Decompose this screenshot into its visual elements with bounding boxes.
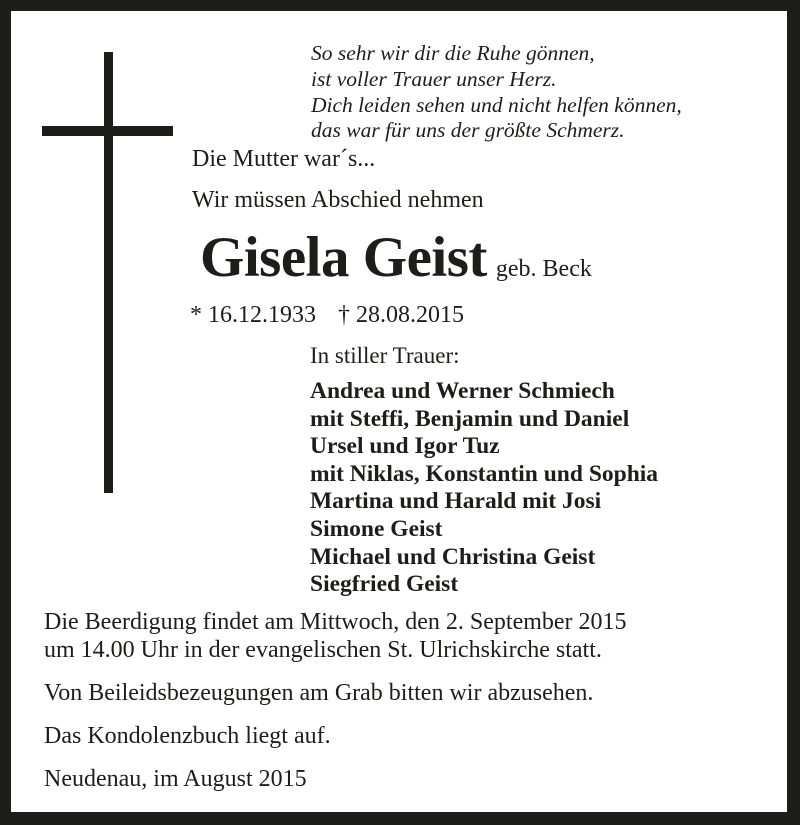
- deceased-name-row: [200, 226, 592, 289]
- mourner-line: mit Niklas, Konstantin und Sophia: [310, 460, 659, 487]
- mourning-frame-bottom: [0, 812, 800, 825]
- condolence-book-note: Das Kondolenzbuch liegt auf.: [44, 723, 331, 749]
- poem-line-1: So sehr wir dir die Ruhe gönnen,: [311, 41, 595, 65]
- intro-line-mother: Die Mutter war´s...: [192, 146, 376, 172]
- poem-line-3: Dich leiden sehen und nicht helfen können,: [311, 92, 682, 117]
- place-and-date: Neudenau, im August 2015: [44, 766, 307, 792]
- died-date: 28.08.2015: [356, 302, 464, 328]
- funeral-line-2: um 14.00 Uhr in der evangelischen St. Ulrichskirche statt.: [44, 637, 602, 663]
- born-symbol: *: [190, 302, 202, 328]
- life-dates: [190, 303, 464, 327]
- mourner-line: mit Steffi, Benjamin und Daniel: [310, 405, 630, 432]
- mourning-frame-left: [0, 0, 11, 825]
- mourner-line: Martina und Harald mit Josi: [310, 488, 602, 515]
- poem-line-2: ist voller Trauer unser Herz.: [311, 66, 557, 91]
- memorial-poem: [311, 41, 682, 144]
- mourning-frame-top: [0, 0, 800, 11]
- funeral-details: [44, 608, 627, 793]
- poem-line-4: das war für uns der größte Schmerz.: [311, 118, 625, 143]
- intro-line-farewell: Wir müssen Abschied nehmen: [192, 187, 484, 213]
- mourner-line: Andrea und Werner Schmiech: [310, 378, 615, 404]
- mourning-frame-right: [787, 0, 800, 825]
- born-date: 16.12.1933: [208, 302, 316, 328]
- funeral-line-1: Die Beerdigung findet am Mittwoch, den 2. September 2015: [44, 609, 627, 635]
- died-symbol: †: [338, 302, 350, 328]
- mourner-line: Siegfried Geist: [310, 571, 459, 598]
- condolences-note: Von Beileidsbezeugungen am Grab bitten wir abzusehen.: [44, 680, 594, 706]
- cross-vertical-bar: [104, 52, 113, 493]
- deceased-maiden-name: geb. Beck: [495, 256, 592, 282]
- mourner-line: Simone Geist: [310, 515, 443, 542]
- mourner-line: Ursel und Igor Tuz: [310, 433, 500, 460]
- cross-horizontal-bar: [42, 126, 173, 136]
- mourner-line: Michael und Christina Geist: [310, 543, 596, 570]
- mourners-list: [310, 378, 658, 599]
- funeral-time-place: [44, 608, 627, 664]
- deceased-name: Gisela Geist: [200, 226, 487, 289]
- mourners-heading: In stiller Trauer:: [310, 343, 460, 368]
- christian-cross-icon: [42, 52, 176, 493]
